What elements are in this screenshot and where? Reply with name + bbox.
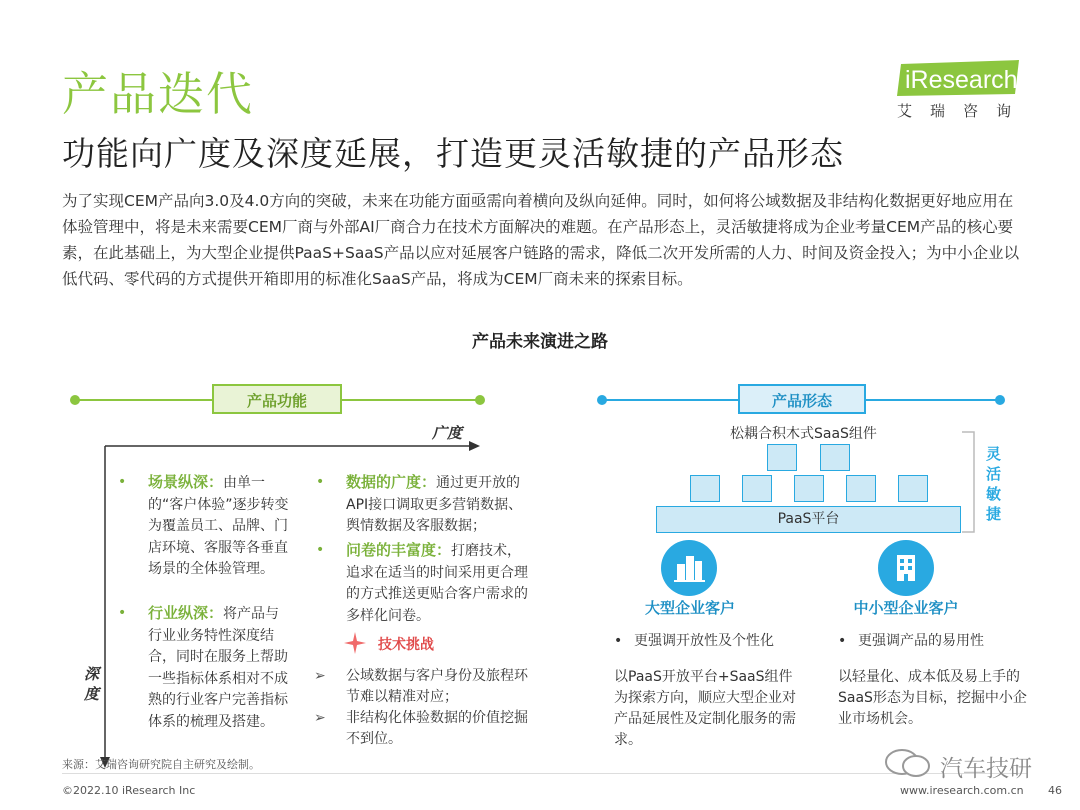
bullet-dot: • [118,605,127,621]
axis-breadth-label: 广度 [432,424,463,442]
diagram-title: 产品未来演进之路 [472,332,608,352]
bracket [962,430,982,534]
scene-depth-heading: 场景纵深： [148,473,224,491]
saas-block [690,475,720,502]
page-subtitle: 功能向广度及深度延展，打造更灵活敏捷的产品形态 [62,134,844,173]
city-icon [661,540,717,596]
form-tag: 产品形态 [738,384,866,414]
industry-depth-heading: 行业纵深： [148,604,224,622]
saas-block [767,444,797,471]
line-endpoint-dot [995,395,1005,405]
bullet-dot: • [316,542,325,558]
challenge-title: 技术挑战 [378,637,434,653]
page-number: 46 [1048,784,1062,797]
large-enterprise-bullet: 更强调开放性及个性化 [634,633,774,649]
large-enterprise-icon-circle [661,540,717,596]
copyright: ©2022.10 iResearch Inc [62,784,196,797]
data-breadth-item [346,472,534,538]
large-enterprise-desc: 以PaaS开放平台+SaaS组件为探索方向，顺应大型企业对产品延展性及定制化服务的需求。 [614,669,796,748]
sme-desc: 以轻量化、成本低及易上手的SaaS形态为目标，挖掘中小企业市场机会。 [838,669,1027,727]
survey-richness-text: 打磨技术，追求在适当的时间采用更合理的方式推送更贴合客户需求的多样化问卷。 [346,543,528,624]
sme-icon-circle [878,540,934,596]
axis-depth-label: 深度 [84,665,100,703]
saas-block [898,475,928,502]
scene-depth-text: 由单一的“客户体验”逐步转变为覆盖员工、品牌、门店环境、客服等各垂直场景的全体验管理。 [148,475,289,577]
data-breadth-text: 通过更开放的API接口调取更多营销数据、舆情数据及客服数据； [346,475,523,534]
challenge-item: 非结构化体验数据的价值挖掘不到位。 [346,710,528,747]
logo-cn-text: 艾瑞咨询 [897,102,1030,120]
bullet-dot: • [838,633,847,649]
arrow-bullet-icon: ➢ [314,668,326,684]
bullet-dot: • [614,633,623,649]
survey-richness-heading: 问卷的丰富度： [346,541,452,559]
industry-depth-item [148,603,290,733]
function-tag: 产品功能 [212,384,342,414]
watermark: 汽车技研 [940,756,1032,782]
industry-depth-text: 将产品与行业业务特性深度结合，同时在服务上帮助一些指标体系相对不成熟的行业客户完善指标体系的梳理及搭建。 [148,606,288,730]
agile-label: 灵活敏捷 [986,445,1002,523]
sme-label: 中小型企业客户 [853,599,959,617]
line-endpoint-dot [475,395,485,405]
paas-platform-bar: PaaS平台 [656,506,961,533]
logo-icon [893,60,1023,98]
sme-bullet: 更强调产品的易用性 [858,633,984,649]
saas-block [820,444,850,471]
saas-block [742,475,772,502]
challenge-item: 公域数据与客户身份及旅程环节难以精准对应； [346,668,528,705]
data-breadth-heading: 数据的广度： [346,473,437,491]
blocks-label: 松耦合积木式SaaS组件 [730,426,877,442]
sparkle-icon [344,632,366,654]
scene-depth-item [148,472,290,581]
bullet-dot: • [316,474,325,490]
iresearch-logo [893,60,1030,120]
bullet-dot: • [118,474,127,490]
survey-richness-item [346,540,534,627]
saas-block [794,475,824,502]
building-icon [878,540,934,596]
logo-text: iResearch [905,66,1018,94]
website: www.iresearch.com.cn [900,784,1024,797]
saas-block [846,475,876,502]
arrow-bullet-icon: ➢ [314,710,326,726]
wechat-icon [880,748,936,778]
large-enterprise-label: 大型企业客户 [644,599,735,617]
page-title: 产品迭代 [62,67,254,121]
source-note: 来源：艾瑞咨询研究院自主研究及绘制。 [62,758,260,771]
intro-paragraph: 为了实现CEM产品向3.0及4.0方向的突破，未来在功能方面亟需向着横向及纵向延伸。同时，如何将公域数据及非结构化数据更好地应用在体验管理中，将是未来需要CEM厂商与外部AI厂商合力在技术方面解决的难题。在产品形态上，灵活敏捷将成为企业考量CEM产品的核心要素，在此基础上，为大型企业提供PaaS+SaaS产品以应对延展客户链路的需求，降低二次开发所需的人力、时间及资金投入；为中小企业以低代码、零代码的方式提供开箱即用的标准化SaaS产品，将成为CEM厂商未来的探索目标。 [62,192,1020,288]
